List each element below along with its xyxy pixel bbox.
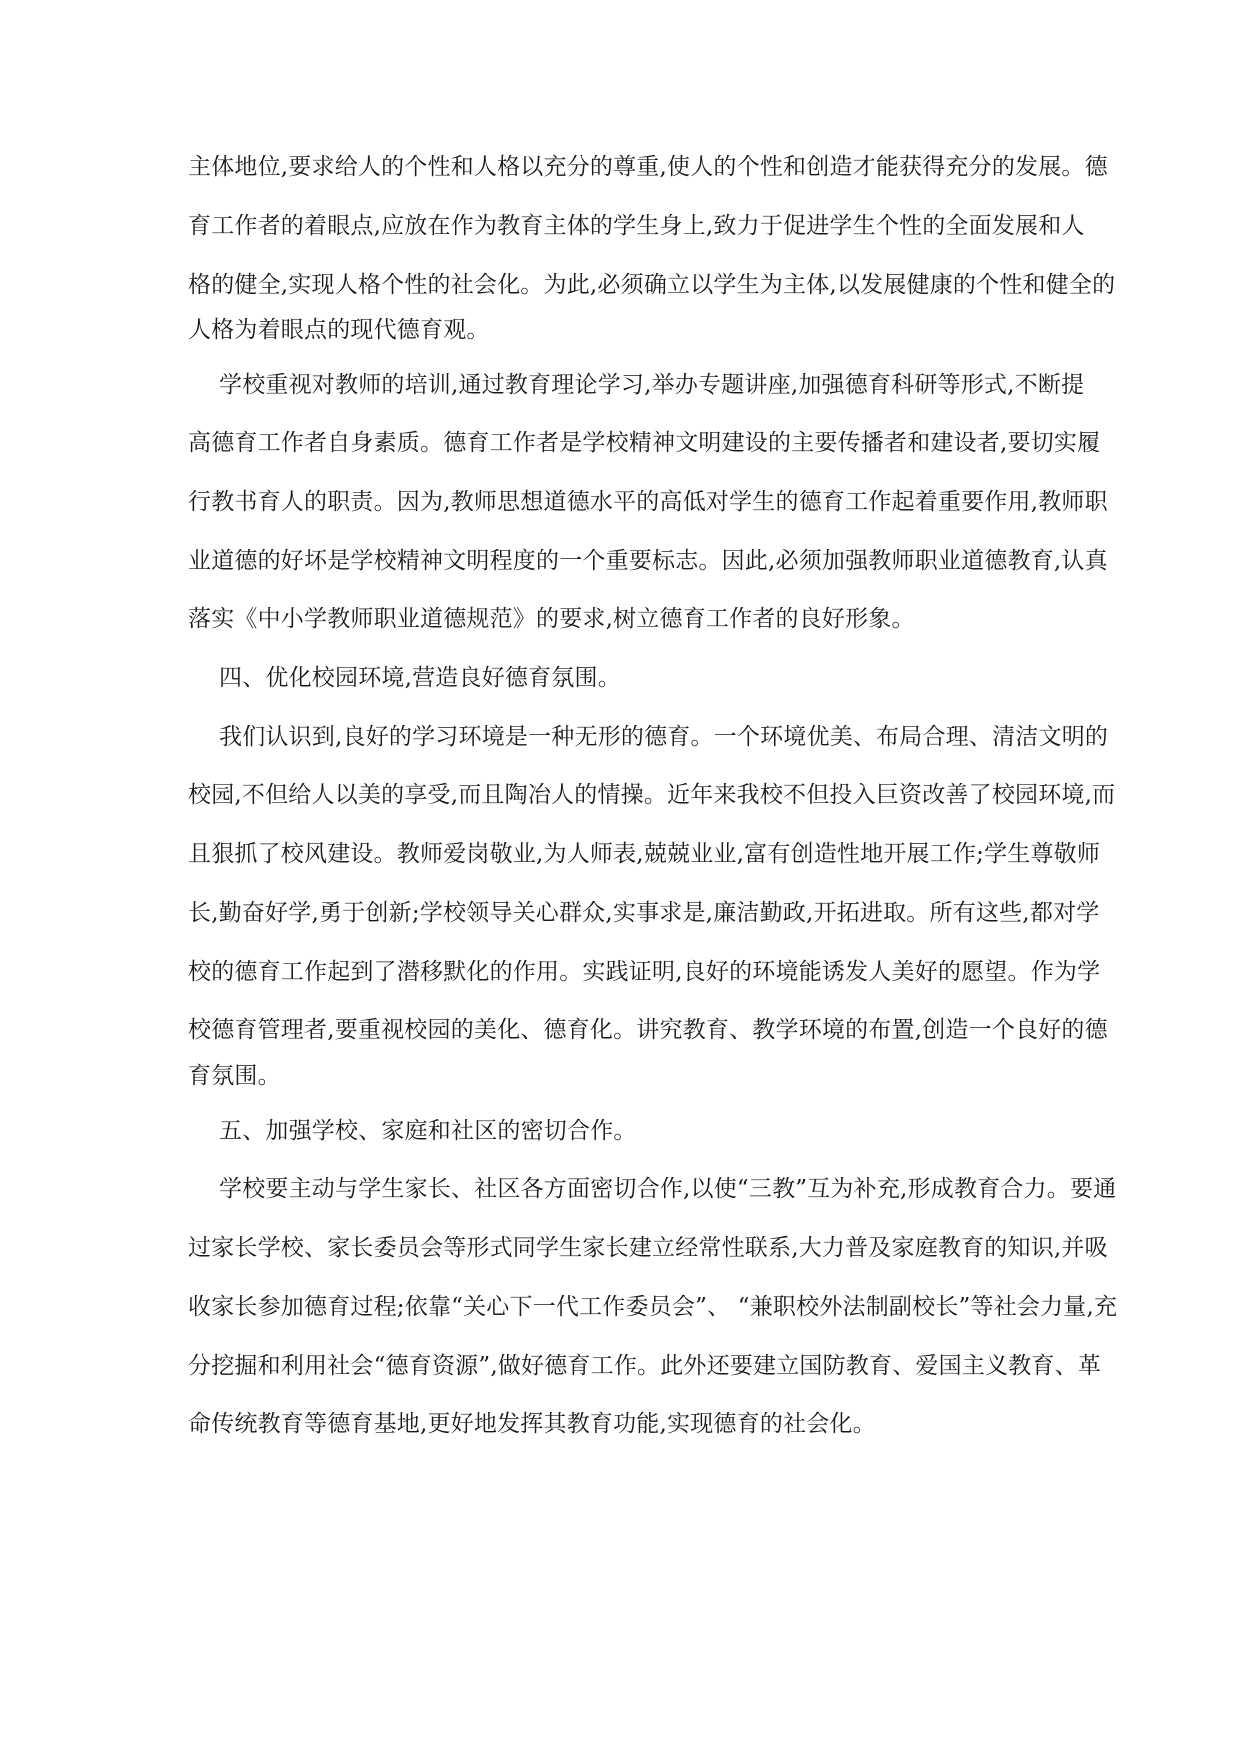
text-line: 格的健全,实现人格个性的社会化。为此,必须确立以学生为主体,以发展健康的个性和健全的 xyxy=(188,272,1116,298)
paragraph-first-line: 我们认识到,良好的学习环境是一种无形的德育。一个环境优美、布局合理、清洁文明的 xyxy=(219,724,1109,750)
text-line: 行教书育人的职责。因为,教师思想道德水平的高低对学生的德育工作起着重要作用,教师职 xyxy=(188,489,1108,515)
text-line: 校德育管理者,要重视校园的美化、德育化。讲究教育、教学环境的布置,创造一个良好的德 xyxy=(188,1017,1108,1043)
paragraph-first-line: 学校要主动与学生家长、社区各方面密切合作,以使“三教”互为补充,形成教育合力。要通 xyxy=(219,1176,1117,1202)
text-line: 高德育工作者自身素质。德育工作者是学校精神文明建设的主要传播者和建设者,要切实履 xyxy=(188,430,1101,456)
text-line: 业道德的好坏是学校精神文明程度的一个重要标志。因此,必须加强教师职业道德教育,认真 xyxy=(188,548,1108,574)
text-line: 育工作者的着眼点,应放在作为教育主体的学生身上,致力于促进学生个性的全面发展和人 xyxy=(188,213,1085,239)
text-line: 主体地位,要求给人的个性和人格以充分的尊重,使人的个性和创造才能获得充分的发展。德 xyxy=(188,154,1108,180)
text-line: 校的德育工作起到了潜移默化的作用。实践证明,良好的环境能诱发人美好的愿望。作为学 xyxy=(188,959,1101,985)
paragraph-first-line: 学校重视对教师的培训,通过教育理论学习,举办专题讲座,加强德育科研等形式,不断提 xyxy=(219,372,1085,398)
text-line: 且狠抓了校风建设。教师爱岗敬业,为人师表,兢兢业业,富有创造性地开展工作;学生尊敬师 xyxy=(188,841,1101,867)
text-line: 命传统教育等德育基地,更好地发挥其教育功能,实现德育的社会化。 xyxy=(188,1411,876,1437)
section-heading: 五、加强学校、家庭和社区的密切合作。 xyxy=(219,1118,637,1144)
text-line: 分挖掘和利用社会“德育资源”,做好德育工作。此外还要建立国防教育、爱国主义教育、革 xyxy=(188,1353,1102,1379)
text-line: 长,勤奋好学,勇于创新;学校领导关心群众,实事求是,廉洁勤政,开拓进取。所有这些,都对学 xyxy=(188,900,1100,926)
text-line: 过家长学校、家长委员会等形式同学生家长建立经常性联系,大力普及家庭教育的知识,并吸 xyxy=(188,1235,1108,1261)
text-line: 收家长参加德育过程;依靠“关心下一代工作委员会”、 “兼职校外法制副校长”等社会力量,充 xyxy=(188,1294,1118,1320)
text-line: 人格为着眼点的现代德育观。 xyxy=(188,317,490,343)
text-line: 落实《中小学教师职业道德规范》的要求,树立德育工作者的良好形象。 xyxy=(188,606,915,632)
text-line: 育氛围。 xyxy=(188,1063,281,1089)
section-heading: 四、优化校园环境,营造良好德育氛围。 xyxy=(219,665,621,691)
text-line: 校园,不但给人以美的享受,而且陶冶人的情操。近年来我校不但投入巨资改善了校园环境,而 xyxy=(188,782,1116,808)
